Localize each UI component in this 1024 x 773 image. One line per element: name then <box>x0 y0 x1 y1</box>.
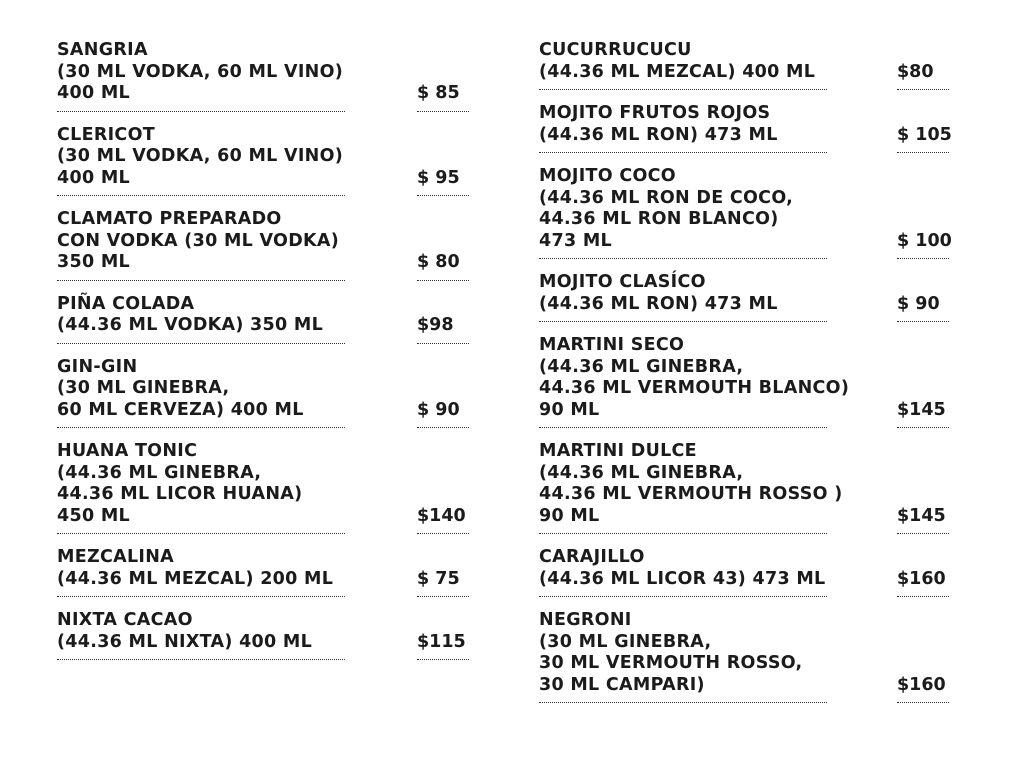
menu-item <box>539 441 949 534</box>
dotted-divider <box>897 321 949 322</box>
dotted-divider <box>897 533 949 534</box>
menu-item <box>539 335 949 428</box>
item-price: $ 95 <box>417 167 460 188</box>
dotted-divider <box>539 427 827 428</box>
dotted-divider <box>539 152 827 153</box>
dotted-divider <box>57 195 345 196</box>
item-price: $ 80 <box>417 252 460 272</box>
dotted-divider <box>897 702 949 703</box>
dotted-divider <box>57 427 345 428</box>
item-name: SANGRIA (30 ML VODKA, 60 ML VINO) 400 ML <box>57 40 344 103</box>
menu-item <box>57 441 469 534</box>
item-name: NIXTA CACAO (44.36 ML NIXTA) 400 ML <box>57 610 313 652</box>
dotted-divider <box>897 152 949 153</box>
item-price: $115 <box>417 631 466 652</box>
dotted-divider <box>57 596 345 597</box>
item-price: $160 <box>897 674 946 695</box>
dotted-divider <box>417 280 469 281</box>
item-name: CUCURRUCUCU (44.36 ML MEZCAL) 400 ML <box>539 40 816 82</box>
menu-item <box>57 357 469 429</box>
dotted-divider <box>539 702 827 703</box>
item-price: $98 <box>417 315 454 335</box>
dotted-divider <box>57 533 345 534</box>
menu-item <box>539 272 949 322</box>
dotted-divider <box>539 533 827 534</box>
dotted-divider <box>417 111 469 112</box>
item-name: MEZCALINA (44.36 ML MEZCAL) 200 ML <box>57 547 334 589</box>
menu-item <box>57 125 469 197</box>
item-price: $145 <box>897 505 946 526</box>
dotted-divider <box>539 89 827 90</box>
item-name: CARAJILLO (44.36 ML LICOR 43) 473 ML <box>539 547 826 589</box>
item-price: $ 75 <box>417 568 460 589</box>
dotted-divider <box>897 596 949 597</box>
dotted-divider <box>57 111 345 112</box>
item-name: PIÑA COLADA (44.36 ML VODKA) 350 ML <box>57 293 324 335</box>
item-name: MOJITO CLASÍCO (44.36 ML RON) 473 ML <box>539 272 778 314</box>
item-price: $145 <box>897 399 946 420</box>
item-price: $160 <box>897 568 946 589</box>
item-name: MOJITO FRUTOS ROJOS (44.36 ML RON) 473 ML <box>539 103 778 145</box>
dotted-divider <box>417 659 469 660</box>
dotted-divider <box>417 343 469 344</box>
dotted-divider <box>57 343 345 344</box>
item-name: CLAMATO PREPARADO CON VODKA (30 ML VODKA) 350 ML <box>57 209 340 272</box>
menu-column-right <box>539 40 952 716</box>
item-price: $ 90 <box>417 399 460 420</box>
dotted-divider <box>539 321 827 322</box>
dotted-divider <box>897 258 949 259</box>
item-price: $ 100 <box>897 230 952 251</box>
menu-item <box>539 547 949 597</box>
item-price: $80 <box>897 61 934 82</box>
menu-item <box>57 610 469 660</box>
item-price: $ 90 <box>897 293 940 314</box>
menu-item <box>539 40 949 90</box>
item-price: $ 105 <box>897 124 952 145</box>
dotted-divider <box>897 89 949 90</box>
menu-item <box>57 547 469 597</box>
dotted-divider <box>897 427 949 428</box>
menu-item <box>539 610 949 703</box>
menu-item <box>57 294 469 344</box>
item-price: $140 <box>417 505 466 526</box>
dotted-divider <box>57 659 345 660</box>
menu-column-left <box>57 40 469 673</box>
dotted-divider <box>539 258 827 259</box>
dotted-divider <box>417 596 469 597</box>
item-name: MOJITO COCO (44.36 ML RON DE COCO, 44.36 ML RON BLANCO) 473 ML <box>539 166 794 251</box>
item-name: CLERICOT (30 ML VODKA, 60 ML VINO) 400 ML <box>57 124 344 188</box>
item-price: $ 85 <box>417 83 460 103</box>
menu-item <box>57 40 469 112</box>
menu-item <box>539 166 952 259</box>
menu-item <box>539 103 952 153</box>
dotted-divider <box>417 195 469 196</box>
item-name: HUANA TONIC (44.36 ML GINEBRA, 44.36 ML LICOR HUANA) 450 ML <box>57 441 303 526</box>
item-name: NEGRONI (30 ML GINEBRA, 30 ML VERMOUTH ROSSO, 30 ML CAMPARI) <box>539 610 803 695</box>
dotted-divider <box>417 533 469 534</box>
dotted-divider <box>57 280 345 281</box>
item-name: MARTINI DULCE (44.36 ML GINEBRA, 44.36 ML VERMOUTH ROSSO ) 90 ML <box>539 441 843 526</box>
item-name: MARTINI SECO (44.36 ML GINEBRA, 44.36 ML VERMOUTH BLANCO) 90 ML <box>539 335 850 420</box>
dotted-divider <box>417 427 469 428</box>
dotted-divider <box>539 596 827 597</box>
item-name: GIN-GIN (30 ML GINEBRA, 60 ML CERVEZA) 400 ML <box>57 356 304 420</box>
menu-item <box>57 209 469 281</box>
